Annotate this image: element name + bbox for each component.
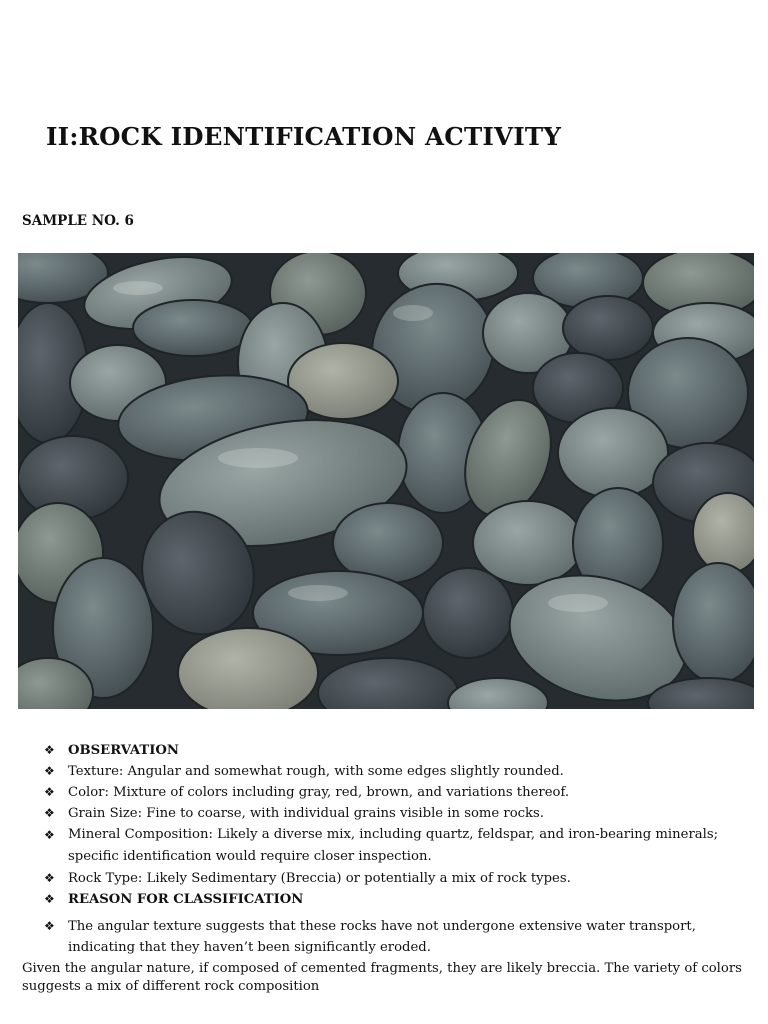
page-title: II:ROCK IDENTIFICATION ACTIVITY bbox=[46, 122, 562, 151]
rock-pebbles-image bbox=[18, 253, 754, 709]
closing-paragraph: Given the angular nature, if composed of cemented fragments, they are likely breccia. The variety of colors suggests a mix of different rock composition bbox=[22, 961, 742, 994]
list-item-text: Grain Size: Fine to coarse, with individual grains visible in some rocks. bbox=[68, 806, 544, 821]
list-item-text: Rock Type: Likely Sedimentary (Breccia) or potentially a mix of rock types. bbox=[68, 871, 571, 886]
bullet-icon: ❖ bbox=[44, 919, 55, 933]
bullet-icon: ❖ bbox=[44, 764, 55, 778]
bullet-icon: ❖ bbox=[44, 871, 55, 885]
sample-number: SAMPLE NO. 6 bbox=[22, 213, 134, 229]
bullet-icon: ❖ bbox=[44, 806, 55, 820]
list-item bbox=[44, 803, 754, 824]
list-item bbox=[44, 824, 754, 868]
list-item bbox=[44, 740, 754, 761]
list-item bbox=[44, 868, 754, 889]
list-item bbox=[44, 916, 754, 958]
list-item bbox=[44, 761, 754, 782]
list-item bbox=[44, 782, 754, 803]
list-item-text: OBSERVATION bbox=[68, 743, 179, 758]
list-item-text: Texture: Angular and somewhat rough, with some edges slightly rounded. bbox=[68, 764, 564, 779]
bullet-icon: ❖ bbox=[44, 828, 55, 842]
list-item-text: REASON FOR CLASSIFICATION bbox=[68, 892, 304, 907]
list-item-text: Color: Mixture of colors including gray, red, brown, and variations thereof. bbox=[68, 785, 570, 800]
observation-list bbox=[44, 740, 754, 958]
bullet-icon: ❖ bbox=[44, 785, 55, 799]
list-item-text: The angular texture suggests that these rocks have not undergone extensive water transport, indicating that they haven’t been significantly eroded. bbox=[68, 919, 696, 955]
bullet-icon: ❖ bbox=[44, 743, 55, 757]
bullet-icon: ❖ bbox=[44, 892, 55, 906]
rock-photo bbox=[18, 253, 754, 709]
list-item-text: Mineral Composition: Likely a diverse mix, including quartz, feldspar, and iron-bearing minerals; specific identification would require closer inspection. bbox=[68, 827, 719, 864]
list-item bbox=[44, 889, 754, 910]
